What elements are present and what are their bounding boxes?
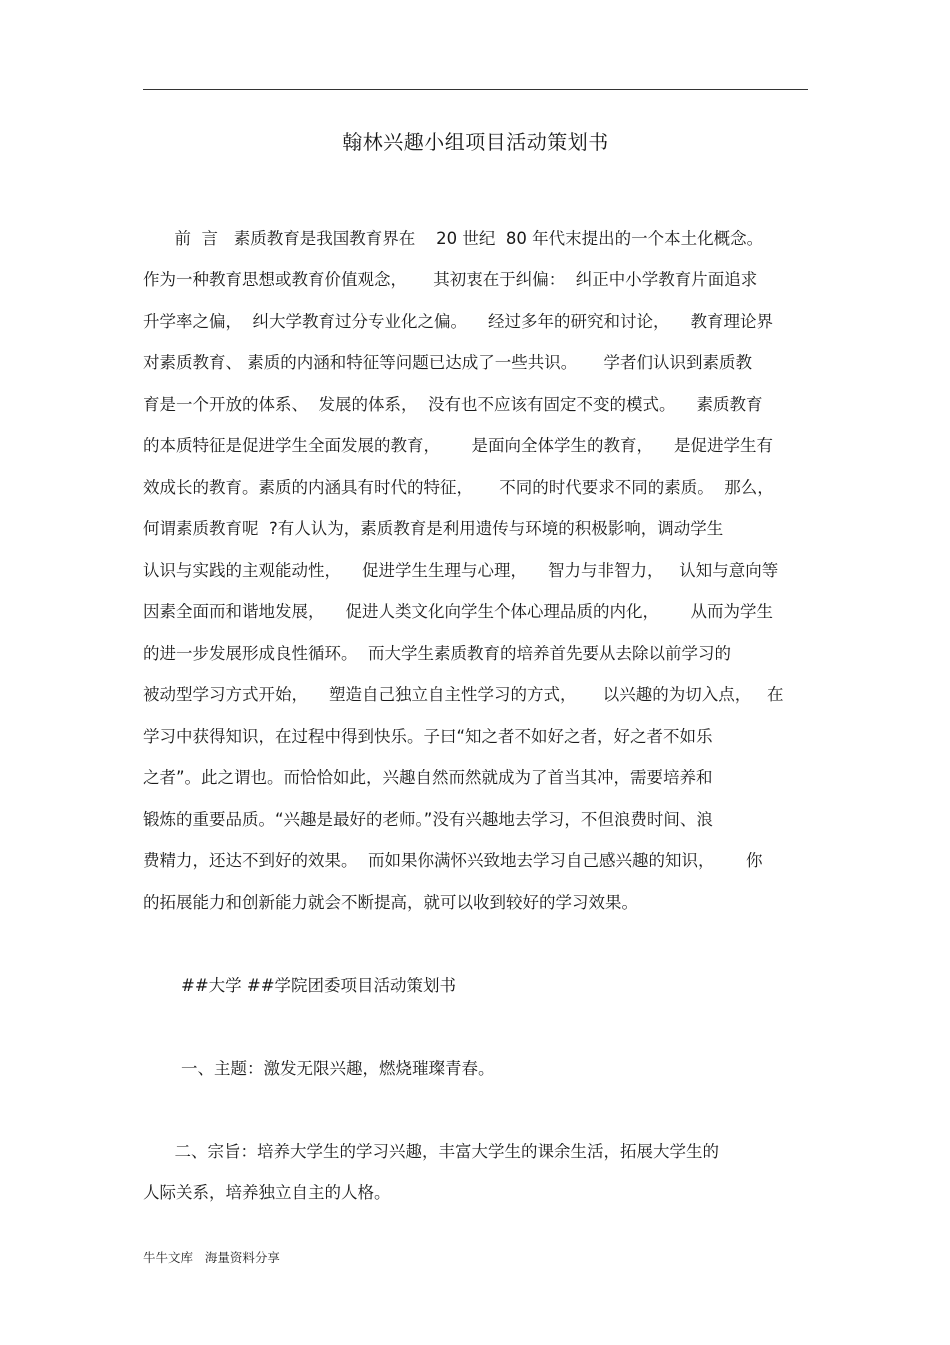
preface-line: 学习中获得知识，在过程中得到快乐。子曰“知之者不如好之者，好之者不如乐: [143, 727, 713, 746]
preface-line: 的本质特征是促进学生全面发展的教育， 是面向全体学生的教育， 是促进学生有: [143, 436, 773, 455]
preface-line: 升学率之偏， 纠大学教育过分专业化之偏。 经过多年的研究和讨论， 教育理论界: [143, 312, 773, 331]
preface-line: 效成长的教育。素质的内涵具有时代的特征， 不同的时代要求不同的素质。 那么，: [143, 478, 774, 497]
purpose-line: 二、宗旨：培养大学生的学习兴趣，丰富大学生的课余生活，拓展大学生的: [143, 1142, 719, 1161]
theme-line: 一、主题：激发无限兴趣，燃烧璀璨青春。: [181, 1059, 495, 1078]
preface-line: 的进一步发展形成良性循环。 而大学生素质教育的培养首先要从去除以前学习的: [143, 644, 731, 663]
purpose-line: 人际关系，培养独立自主的人格。: [143, 1183, 391, 1202]
header-rule: [143, 89, 808, 90]
footer-text: 牛牛文库 海量资料分享: [143, 1250, 280, 1265]
preface-line: 作为一种教育思想或教育价值观念， 其初衷在于纠偏： 纠正中小学教育片面追求: [143, 270, 758, 289]
preface-line: 育是一个开放的体系、 发展的体系， 没有也不应该有固定不变的模式。 素质教育: [143, 395, 763, 414]
plan-heading: ##大学 ##学院团委项目活动策划书: [181, 976, 457, 995]
preface-line: 因素全面而和谐地发展， 促进人类文化向学生个体心理品质的内化， 从而为学生: [143, 602, 773, 621]
preface-line: 何谓素质教育呢 ?有人认为，素质教育是利用遗传与环境的积极影响，调动学生: [143, 519, 724, 538]
document-title: 翰林兴趣小组项目活动策划书: [342, 130, 609, 154]
preface-line: 之者”。此之谓也。而恰恰如此，兴趣自然而然就成为了首当其冲，需要培养和: [143, 768, 713, 787]
preface-line: 被动型学习方式开始， 塑造自己独立自主性学习的方式， 以兴趣的为切入点， 在: [143, 685, 784, 704]
preface-line: 的拓展能力和创新能力就会不断提高，就可以收到较好的学习效果。: [143, 893, 638, 912]
preface-line: 前 言 素质教育是我国教育界在 20 世纪 80 年代末提出的一个本土化概念。: [143, 229, 764, 248]
preface-line: 费精力，还达不到好的效果。 而如果你满怀兴致地去学习自己感兴趣的知识， 你: [143, 851, 763, 870]
preface-line: 认识与实践的主观能动性， 促进学生生理与心理， 智力与非智力， 认知与意向等: [143, 561, 779, 580]
preface-line: 锻炼的重要品质。“兴趣是最好的老师。”没有兴趣地去学习，不但浪费时间、浪: [143, 810, 713, 829]
preface-line: 对素质教育、 素质的内涵和特征等问题已达成了一些共识。 学者们认识到素质教: [143, 353, 752, 372]
